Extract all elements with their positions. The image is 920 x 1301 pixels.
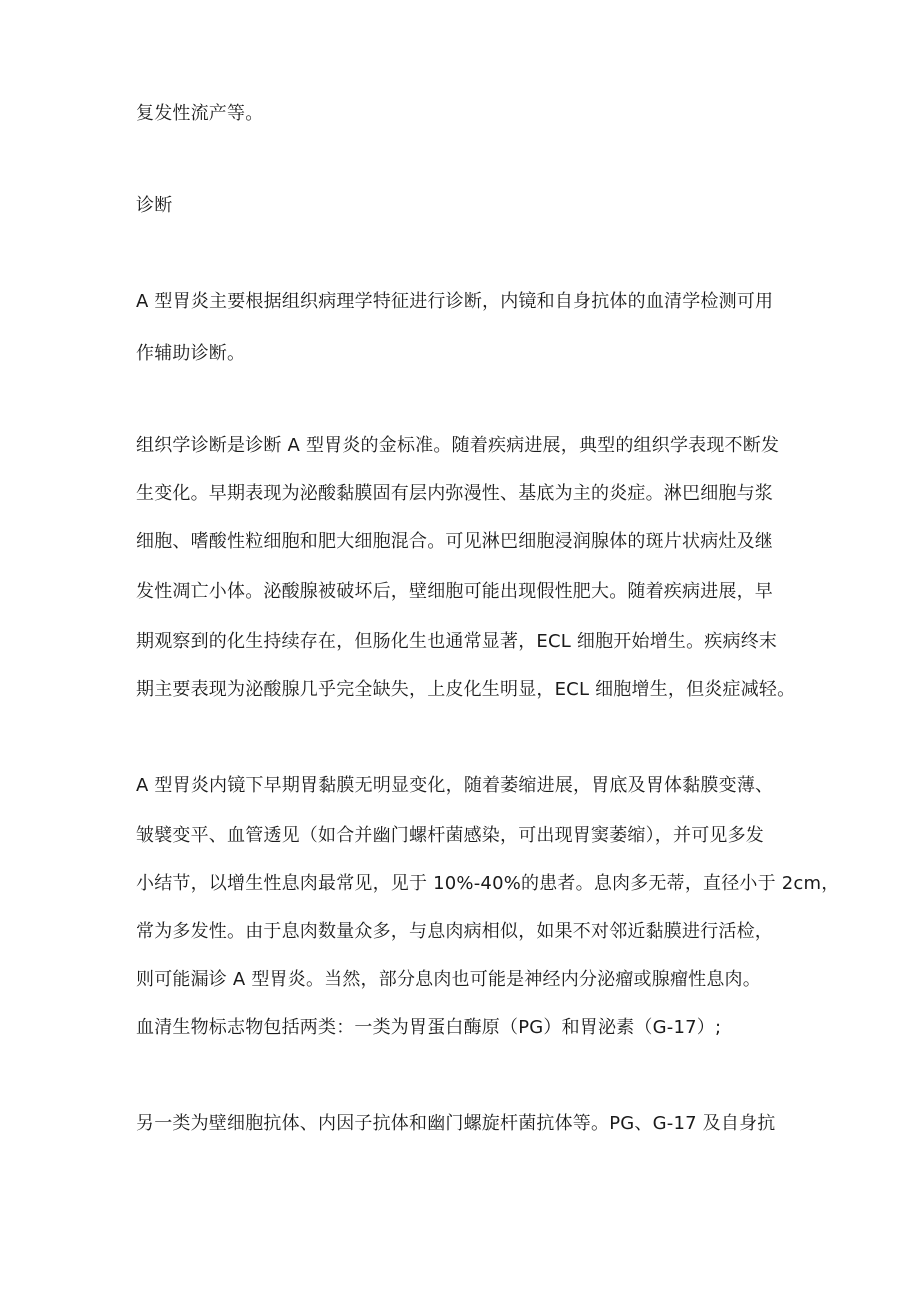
- text-line-histology-6: 期主要表现为泌酸腺几乎完全缺失，上皮化生明显，ECL 细胞增生，但炎症减轻。: [136, 679, 796, 700]
- text-line-serology-1: 另一类为壁细胞抗体、内因子抗体和幽门螺旋杆菌抗体等。PG、G-17 及自身抗: [136, 1113, 776, 1134]
- text-line-histology-5: 期观察到的化生持续存在，但肠化生也通常显著，ECL 细胞开始增生。疾病终末: [136, 631, 778, 652]
- text-line-diagnosis-1: A 型胃炎主要根据组织病理学特征进行诊断，内镜和自身抗体的血清学检测可用: [136, 291, 774, 312]
- text-line-histology-4: 发性凋亡小体。泌酸腺被破坏后，壁细胞可能出现假性肥大。随着疾病进展，早: [136, 581, 773, 602]
- text-line-histology-1: 组织学诊断是诊断 A 型胃炎的金标准。随着疾病进展，典型的组织学表现不断发: [136, 435, 780, 456]
- text-line-endoscopy-4: 常为多发性。由于息肉数量众多，与息肉病相似，如果不对邻近黏膜进行活检，: [136, 921, 773, 942]
- text-line-endoscopy-6: 血清生物标志物包括两类：一类为胃蛋白酶原（PG）和胃泌素（G-17）;: [136, 1017, 722, 1038]
- text-line-intro-tail: 复发性流产等。: [136, 103, 264, 124]
- text-line-endoscopy-5: 则可能漏诊 A 型胃炎。当然，部分息肉也可能是神经内分泌瘤或腺瘤性息肉。: [136, 969, 761, 990]
- text-line-endoscopy-1: A 型胃炎内镜下早期胃黏膜无明显变化，随着萎缩进展，胃底及胃体黏膜变薄、: [136, 775, 774, 796]
- text-line-histology-2: 生变化。早期表现为泌酸黏膜固有层内弥漫性、基底为主的炎症。淋巴细胞与浆: [136, 483, 773, 504]
- section-heading-diagnosis: 诊断: [136, 195, 173, 216]
- text-line-endoscopy-2: 皱襞变平、血管透见（如合并幽门螺杆菌感染，可出现胃窦萎缩），并可见多发: [136, 825, 764, 846]
- text-line-endoscopy-3: 小结节，以增生性息肉最常见，见于 10%-40%的患者。息肉多无蒂，直径小于 2cm，: [136, 873, 840, 894]
- text-line-histology-3: 细胞、嗜酸性粒细胞和肥大细胞混合。可见淋巴细胞浸润腺体的斑片状病灶及继: [136, 531, 773, 552]
- text-line-diagnosis-2: 作辅助诊断。: [136, 343, 246, 364]
